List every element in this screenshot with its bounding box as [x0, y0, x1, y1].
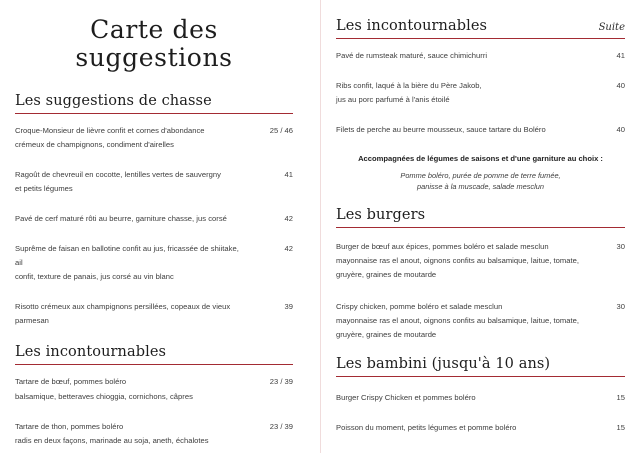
menu-item-body	[15, 168, 247, 196]
menu-item-description: confit, texture de panais, jus corsé au vin blanc	[15, 272, 174, 282]
menu-item	[15, 168, 293, 196]
section-les-bambini	[336, 356, 625, 435]
menu-item-name: Burger Crispy Chicken et pommes boléro	[336, 393, 476, 403]
menu-item-name: Poisson du moment, petits légumes et pomme boléro	[336, 423, 517, 433]
menu-item-body	[336, 391, 579, 405]
menu-item-price: 39	[284, 302, 293, 312]
garnish-note-options	[336, 171, 625, 192]
menu-item-name: Ragoût de chevreuil en cocotte, lentilles vertes de sauvergny	[15, 170, 221, 180]
menu-item-description: balsamique, betteraves chioggia, cornichons, câpres	[15, 391, 193, 401]
menu-right-column	[320, 0, 640, 453]
menu-item-body	[15, 375, 247, 403]
menu-item-price: 15	[616, 393, 625, 403]
menu-item	[336, 123, 625, 137]
menu-item-list	[336, 391, 625, 435]
menu-item-body	[336, 300, 579, 342]
section-les-burgers	[336, 207, 625, 342]
menu-item	[336, 79, 625, 107]
section-header	[336, 356, 625, 377]
menu-item-description: crémeux de champignons, condiment d'airelles	[15, 140, 174, 150]
menu-item-price: 23 / 39	[269, 377, 293, 387]
section-suffix: Suite	[598, 22, 625, 33]
menu-item-description: et petits légumes	[15, 184, 73, 194]
menu-item-body	[336, 421, 579, 435]
menu-item-price: 30	[616, 301, 625, 311]
section-header	[336, 207, 625, 228]
section-les-incontournables	[15, 344, 293, 447]
section-les-incontournables-suite	[336, 18, 625, 137]
menu-item	[336, 240, 625, 282]
menu-item-body	[336, 49, 579, 63]
section-title: Les bambini (jusqu'à 10 ans)	[336, 356, 551, 373]
garnish-note-title: Accompagnées de légumes de saisons et d'une garniture au choix :	[358, 154, 603, 164]
menu-item-description: mayonnaise ras el anout, oignons confits au balsamique, laitue, tomate, gruyère, graines de moutarde	[336, 315, 579, 340]
section-title: Les incontournables	[15, 344, 167, 361]
menu-item	[15, 242, 293, 284]
page-title: Carte des suggestions	[75, 15, 233, 72]
menu-item-list	[15, 375, 293, 447]
menu-item-description: jus au porc parfumé à l'anis étoilé	[336, 95, 450, 105]
section-header	[336, 18, 625, 39]
menu-item-price: 25 / 46	[269, 126, 293, 135]
menu-item-name: Croque-Monsieur de lièvre confit et cornes d'abondance	[15, 126, 205, 135]
menu-item-body	[336, 240, 579, 282]
menu-item-name: Tartare de bœuf, pommes boléro	[15, 377, 127, 387]
menu-item-list	[15, 124, 293, 328]
menu-item	[15, 124, 293, 152]
menu-item-price: 41	[284, 170, 293, 180]
menu-item-name: Burger de bœuf aux épices, pommes boléro et salade mesclun	[336, 241, 549, 251]
menu-item-name: Pavé de cerf maturé rôti au beurre, garniture chasse, jus corsé	[15, 214, 227, 224]
menu-item-price: 42	[284, 244, 293, 254]
menu-item	[336, 391, 625, 405]
section-header	[15, 93, 293, 114]
menu-item	[15, 212, 293, 226]
menu-item-description: mayonnaise ras el anout, oignons confits au balsamique, laitue, tomate, gruyère, graines de moutarde	[336, 255, 579, 279]
menu-item	[15, 300, 293, 328]
menu-item-price: 30	[616, 241, 625, 251]
menu-item-name: Risotto crémeux aux champignons persillées, copeaux de vieux	[15, 302, 231, 312]
section-title: Les suggestions de chasse	[15, 93, 212, 109]
menu-item-list	[336, 49, 625, 137]
menu-item-body	[336, 79, 579, 107]
menu-item-price: 42	[284, 214, 293, 224]
menu-item-body	[15, 420, 247, 448]
menu-item-name: Ribs confit, laqué à la bière du Père Jakob,	[336, 81, 482, 91]
menu-item-body	[15, 124, 247, 152]
menu-item	[336, 300, 625, 342]
garnish-note-line: Pomme boléro, purée de pomme de terre fumée,	[400, 171, 561, 181]
menu-item-price: 40	[616, 125, 625, 135]
menu-item-name: Pavé de rumsteak maturé, sauce chimichurri	[336, 51, 488, 60]
section-title: Les burgers	[336, 206, 426, 223]
menu-item-price: 15	[616, 423, 625, 433]
menu-item-list	[336, 240, 625, 342]
menu-item	[15, 420, 293, 448]
menu-item-name: Suprême de faisan en ballotine confit au jus, fricassée de shiitake, ail	[15, 244, 239, 268]
menu-item-name: Crispy chicken, pomme boléro et salade mesclun	[336, 301, 503, 311]
menu-item-body	[15, 242, 247, 284]
garnish-note	[336, 153, 625, 193]
menu-item-body	[336, 123, 579, 137]
menu-item	[15, 375, 293, 403]
menu-item-description: parmesan	[15, 316, 49, 326]
menu-item-description: radis en deux façons, marinade au soja, aneth, échalotes	[15, 435, 209, 445]
section-suggestions-de-chasse	[15, 93, 293, 328]
menu-item-price: 23 / 39	[269, 421, 293, 431]
section-title: Les incontournables	[336, 18, 488, 34]
menu-item-name: Tartare de thon, pommes boléro	[15, 421, 124, 431]
menu-item-name: Filets de perche au beurre mousseux, sauce tartare du Boléro	[336, 125, 546, 135]
garnish-note-line: panisse à la muscade, salade mesclun	[417, 182, 544, 192]
menu-item-price: 41	[616, 51, 625, 60]
menu-item	[336, 421, 625, 435]
menu-item-body	[15, 212, 247, 226]
menu-item-price: 40	[616, 81, 625, 91]
menu-item	[336, 49, 625, 63]
section-header	[15, 344, 293, 365]
menu-item-body	[15, 300, 247, 328]
